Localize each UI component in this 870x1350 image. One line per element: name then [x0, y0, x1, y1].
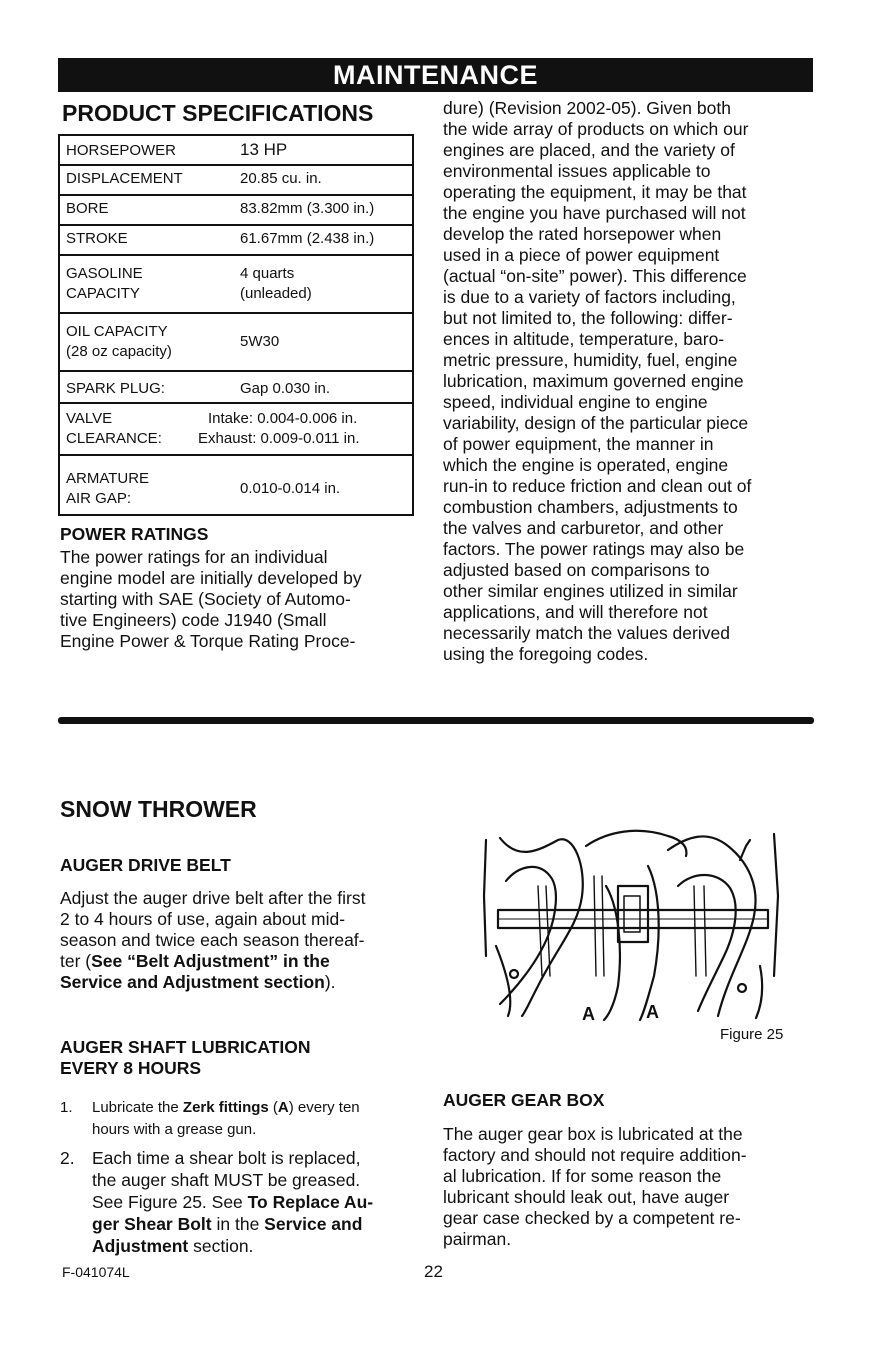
spec-label: GASOLINE	[66, 265, 143, 282]
text-line	[60, 1097, 360, 1119]
text-run-bold: Service and	[264, 1214, 363, 1234]
text-line: Adjust the auger drive belt after the first	[60, 888, 366, 908]
spec-value: 4 quarts	[240, 265, 295, 282]
text-run: ter (	[60, 951, 92, 971]
housing-left-edge	[484, 840, 486, 956]
text-line: using the foregoing codes.	[443, 644, 649, 664]
text-line: of power equipment, the manner in	[443, 434, 714, 454]
auger-drive-belt-text	[60, 888, 365, 993]
heading-line: EVERY 8 HOURS	[60, 1058, 202, 1078]
auger-gear-box-heading: AUGER GEAR BOX	[443, 1090, 605, 1110]
text-line: but not limited to, the following: differ-	[443, 308, 733, 328]
gear-box-inner	[624, 896, 640, 932]
text-line: speed, individual engine to engine	[443, 392, 708, 412]
text-line: engine model are initially developed by	[60, 568, 362, 588]
spec-label: CAPACITY	[66, 285, 140, 302]
text-run: See Figure 25. See	[92, 1192, 248, 1212]
spec-value: (unleaded)	[240, 285, 312, 302]
gear-box	[618, 886, 648, 942]
section-divider	[58, 717, 814, 724]
text-line: pairman.	[443, 1229, 512, 1249]
text-line: 2 to 4 hours of use, again about mid-	[60, 909, 346, 929]
section-banner: MAINTENANCE	[58, 58, 813, 92]
center-flight-top	[586, 831, 686, 856]
figure-label-a: A	[646, 1002, 659, 1022]
spec-row-horsepower	[60, 136, 412, 164]
spec-label: DISPLACEMENT	[66, 170, 183, 187]
auger-drive-belt-heading: AUGER DRIVE BELT	[60, 855, 231, 875]
text-line: tive Engineers) code J1940 (Small	[60, 610, 327, 630]
text-line	[60, 1213, 373, 1235]
text-line	[60, 1191, 373, 1213]
text-line	[60, 951, 365, 972]
text-run-bold: See “Belt Adjustment” in the	[91, 951, 330, 971]
text-line: develop the rated horsepower when	[443, 224, 722, 244]
text-line: necessarily match the values derived	[443, 623, 730, 643]
text-line: Engine Power & Torque Rating Proce-	[60, 631, 356, 651]
spec-row-bore	[60, 194, 412, 224]
spec-label: AIR GAP:	[66, 490, 132, 507]
auger-shaft-heading	[60, 1037, 311, 1079]
text-line: applications, and will therefore not	[443, 602, 708, 622]
figure-caption: Figure 25	[720, 1026, 784, 1043]
text-line: hours with a grease gun.	[92, 1121, 257, 1138]
text-line: used in a piece of power equipment	[443, 245, 720, 265]
text-line: season and twice each season thereaf-	[60, 930, 365, 950]
right-auger-tip	[740, 840, 750, 860]
text-line: is due to a variety of factors including,	[443, 287, 736, 307]
text-line: variability, design of the particular piece	[443, 413, 749, 433]
text-line: The auger gear box is lubricated at the	[443, 1124, 743, 1144]
spec-value: 13 HP	[240, 140, 288, 159]
spec-value: 61.67mm (2.438 in.)	[240, 230, 375, 247]
spec-row-gasoline	[60, 254, 412, 312]
list-item-1	[60, 1097, 360, 1141]
text-run-bold: ger Shear Bolt	[92, 1214, 212, 1234]
spec-label: VALVE	[66, 410, 113, 427]
spec-label: ARMATURE	[66, 470, 150, 487]
right-auger-curl	[756, 966, 762, 1018]
text-line: the valves and carburetor, and other	[443, 518, 724, 538]
text-line: ences in altitude, temperature, baro-	[443, 329, 725, 349]
auger-illustration	[478, 826, 788, 1026]
figure-label-a: A	[582, 1004, 595, 1024]
text-line: factors. The power ratings may also be	[443, 539, 745, 559]
text-line: the engine you have purchased will not	[443, 203, 746, 223]
power-ratings-left-text	[60, 547, 362, 652]
text-line: gear case checked by a competent re-	[443, 1208, 741, 1228]
text-line: adjusted based on comparisons to	[443, 560, 710, 580]
text-line: operating the equipment, it may be that	[443, 182, 747, 202]
spec-label: CLEARANCE:	[66, 430, 162, 447]
spec-value: Gap 0.030 in.	[240, 380, 331, 397]
spec-label: STROKE	[66, 230, 128, 247]
spec-row-oil	[60, 312, 412, 370]
text-line: other similar engines utilized in similar	[443, 581, 738, 601]
spec-row-spark-plug	[60, 370, 412, 402]
specs-title: PRODUCT SPECIFICATIONS	[62, 100, 374, 126]
spec-label: BORE	[66, 200, 109, 217]
spec-value: Intake: 0.004-0.006 in.	[208, 410, 358, 427]
spec-table	[58, 134, 414, 516]
text-line: al lubrication. If for some reason the	[443, 1166, 722, 1186]
spec-value: Exhaust: 0.009-0.011 in.	[198, 430, 360, 447]
text-line: dure) (Revision 2002-05). Given both	[443, 98, 731, 118]
text-run: ).	[324, 972, 336, 992]
spec-value: 83.82mm (3.300 in.)	[240, 200, 375, 217]
list-number: 2.	[60, 1148, 75, 1168]
text-line: metric pressure, humidity, fuel, engine	[443, 350, 738, 370]
text-line: starting with SAE (Society of Automo-	[60, 589, 351, 609]
spec-label: HORSEPOWER	[66, 142, 177, 159]
list-item-2	[60, 1147, 373, 1257]
text-line: environmental issues applicable to	[443, 161, 711, 181]
spec-row-valve	[60, 402, 412, 454]
text-run-bold: Service and Adjustment section	[60, 972, 325, 992]
page-number: 22	[424, 1262, 443, 1281]
text-line: which the engine is operated, engine	[443, 455, 729, 475]
text-line: factory and should not require addition-	[443, 1145, 747, 1165]
spec-label: (28 oz capacity)	[66, 343, 172, 360]
text-line: lubricant should leak out, have auger	[443, 1187, 730, 1207]
spec-value: 5W30	[240, 333, 280, 350]
text-line: run-in to reduce friction and clean out of	[443, 476, 752, 496]
text-line: the auger shaft MUST be greased.	[92, 1170, 361, 1190]
text-run: ) every ten	[288, 1099, 360, 1116]
spec-label: SPARK PLUG:	[66, 380, 165, 397]
list-number: 1.	[60, 1099, 73, 1116]
text-line: The power ratings for an individual	[60, 547, 328, 567]
auger-gear-box-text	[443, 1124, 747, 1250]
text-run-bold: Adjustment	[92, 1236, 189, 1256]
zerk-fitting-left	[510, 970, 518, 978]
spec-value: 0.010-0.014 in.	[240, 480, 341, 497]
spec-label: OIL CAPACITY	[66, 323, 168, 340]
text-line: Each time a shear bolt is replaced,	[92, 1148, 361, 1168]
text-line: (actual “on-site” power). This difference	[443, 266, 747, 286]
zerk-fitting-right	[738, 984, 746, 992]
housing-right-edge	[774, 834, 778, 976]
text-line: lubrication, maximum governed engine	[443, 371, 744, 391]
hatching	[694, 886, 706, 976]
snow-thrower-title: SNOW THROWER	[60, 796, 257, 822]
text-line	[60, 1235, 373, 1257]
text-line: combustion chambers, adjustments to	[443, 497, 738, 517]
spec-row-armature	[60, 454, 412, 516]
left-auger-curl	[496, 946, 510, 1016]
text-line: the wide array of products on which our	[443, 119, 749, 139]
text-run-bold: Zerk fittings	[182, 1099, 269, 1116]
heading-line: AUGER SHAFT LUBRICATION	[60, 1037, 311, 1057]
text-line	[60, 972, 365, 993]
right-auger-flight	[668, 836, 756, 1016]
text-run: Lubricate the	[92, 1099, 183, 1116]
document-code: F-041074L	[62, 1264, 130, 1280]
text-run: section.	[188, 1236, 254, 1256]
text-run: (	[268, 1099, 278, 1116]
power-ratings-right-text	[443, 98, 751, 665]
text-run-bold: A	[277, 1099, 289, 1116]
text-run: in the	[211, 1214, 265, 1234]
spec-value: 20.85 cu. in.	[240, 170, 322, 187]
text-run-bold: To Replace Au-	[247, 1192, 374, 1212]
spec-row-stroke	[60, 224, 412, 254]
text-line: engines are placed, and the variety of	[443, 140, 735, 160]
spec-row-displacement	[60, 164, 412, 194]
power-ratings-heading: POWER RATINGS	[60, 524, 209, 544]
